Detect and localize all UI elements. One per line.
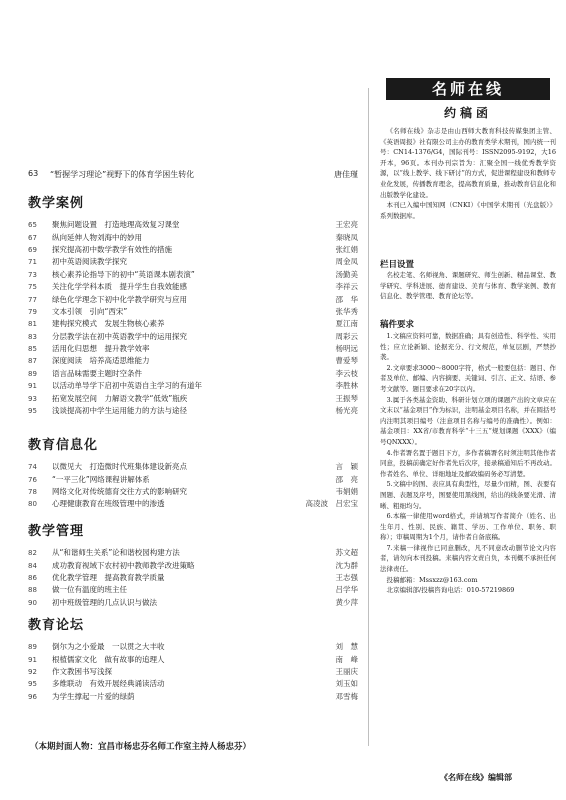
toc-entry-page: 89: [28, 643, 37, 652]
toc-entry-title: 关注化学学科本质 提升学生自我效能感: [52, 282, 187, 292]
toc-list: [28, 641, 358, 703]
section-heading: 教育论坛: [28, 618, 85, 633]
toc-entry-title: 绿色化学理念下初中化学教学研究与应用: [52, 294, 187, 304]
toc-entry-author: 刘 慧: [335, 642, 358, 652]
toc-entry[interactable]: [28, 281, 358, 293]
toc-entry[interactable]: [28, 486, 358, 498]
toc-entry-author: 沈为群: [335, 560, 358, 570]
toc-entry-author: 张红娟: [335, 244, 358, 254]
toc-entry[interactable]: [28, 293, 358, 305]
toc-entry[interactable]: [28, 572, 358, 584]
featured-article[interactable]: [28, 169, 358, 180]
requirement-item: 4.作者署名置于题目下方，多作者稿署名时须注明其他作者同意，投稿前确定好作者先后次序，接录稿通知后不再改动。作者姓名、单位、详细地址及邮政编码务必写清楚。: [380, 448, 556, 478]
toc-entry-title: 分层教学法在初中英语教学中的运用探究: [52, 331, 187, 341]
toc-entry[interactable]: [28, 678, 358, 690]
toc-entry[interactable]: [28, 653, 358, 665]
toc-entry[interactable]: [28, 584, 358, 596]
toc-entry[interactable]: [28, 547, 358, 559]
toc-entry[interactable]: [28, 244, 358, 256]
toc-entry[interactable]: [28, 343, 358, 355]
toc-entry-title: 网络文化对传统德育交往方式的影响研究: [52, 486, 187, 496]
column-divider: [368, 88, 369, 746]
toc-entry-page: 75: [28, 283, 37, 292]
toc-entry-author: 曹爱琴: [335, 356, 358, 366]
requirements-heading: 稿件要求: [380, 320, 415, 330]
featured-page: 63: [28, 169, 39, 178]
featured-author: 唐佳瑾: [334, 170, 358, 179]
toc-entry-title: 探究提高初中数学教学有效性的措施: [52, 244, 172, 254]
columns-paragraph: 名校走笔、名师视角、课题研究、师生创新、精品课堂、教学研究、学科进展、德育建设、美育与体育、教学案例、教育信息化、教学管理、教育论坛等。: [380, 271, 556, 301]
toc-entry-title: 建构探究模式 发展生物核心素养: [52, 319, 165, 329]
toc-entry[interactable]: [28, 392, 358, 404]
requirement-item: 2.文章要求3000～8000字符，格式一般要包括：题目、作者及单位、邮编、内容摘要、关键词、引言、正文、结语、参考文献等。题目要求在20字以内。: [380, 363, 556, 393]
toc-entry-author: 韦娟娟: [335, 486, 358, 496]
toc-entry-title: 作文教困书写浅探: [52, 666, 112, 676]
toc-entry-title: 倒尔为之小爱最 一以贯之大丰收: [52, 642, 165, 652]
toc-entry-author: 周金凤: [335, 257, 358, 267]
toc-entry-title: 浅谈提高初中学生运用能力的方法与途径: [52, 406, 187, 416]
toc-entry-title: 聚焦问题设置 打造地理高效复习课堂: [52, 220, 180, 230]
page-title: 约稿函: [443, 106, 492, 120]
toc-entry-page: 91: [28, 382, 37, 391]
toc-entry[interactable]: [28, 219, 358, 231]
toc-entry-page: 76: [28, 475, 37, 484]
submission-email[interactable]: 投稿邮箱：Mssxzz@163.com: [386, 575, 478, 584]
toc-entry-page: 90: [28, 598, 37, 607]
toc-entry-title: 根植儒家文化 做有故事的追理人: [52, 654, 165, 664]
toc-entry[interactable]: [28, 355, 358, 367]
toc-entry[interactable]: [28, 331, 358, 343]
toc-entry-page: 74: [28, 463, 37, 472]
columns-heading: 栏目设置: [380, 260, 415, 270]
toc-entry-author: 张华秀: [335, 306, 358, 316]
requirement-item: 6.本稿一律使用word格式，并请填写作者简介（姓名、出生年月、性别、民族、籍贯、学历、工作单位、职务、职称）；审稿周期为1个月，请作者自备底稿。: [380, 512, 556, 542]
toc-entry-title: 从“和谐师生关系”论和谐校园构建方法: [52, 548, 180, 558]
toc-entry-author: 黄少萍: [335, 597, 358, 607]
toc-entry[interactable]: [28, 380, 358, 392]
toc-entry[interactable]: [28, 691, 358, 703]
toc-entry-page: 95: [28, 680, 37, 689]
intro-text: [380, 126, 556, 221]
toc-entry-page: 80: [28, 500, 37, 509]
toc-entry-page: 86: [28, 573, 37, 582]
cover-note: （本期封面人物：宜昌市杨忠芬名师工作室主持人杨忠芬）: [30, 742, 252, 752]
toc-entry-author: 王振琴: [335, 393, 358, 403]
toc-entry-author: 夏江南: [335, 319, 358, 329]
toc-entry-author: 李祥云: [335, 282, 358, 292]
toc-entry-author: 王志强: [335, 572, 358, 582]
office-phone: 北京编辑部/投稿咨询电话：010-57219869: [386, 586, 515, 595]
requirement-item: 1.文稿应资料可靠，数据准确；具有创造性、科学性、实用性；应立论新颖、论据充分、行文规范，单复层剧，严禁抄袭。: [380, 332, 556, 362]
toc-entry[interactable]: [28, 461, 358, 473]
toc-entry-title: 做一位有温度的班主任: [52, 585, 127, 595]
toc-entry-page: 85: [28, 345, 37, 354]
requirements-list: [380, 331, 556, 596]
toc-entry-page: 93: [28, 394, 37, 403]
toc-entry-page: 71: [28, 258, 37, 267]
toc-entry[interactable]: [28, 405, 358, 417]
toc-entry-page: 95: [28, 407, 37, 416]
toc-entry-page: 88: [28, 586, 37, 595]
toc-entry-title: 成功教育视域下农村初中教师教学改进策略: [52, 560, 195, 570]
toc-entry-page: 82: [28, 549, 37, 558]
section-heading: 教学案例: [28, 196, 85, 211]
toc-entry-title: 纵向延伸人物刘海中的妙用: [52, 232, 142, 242]
toc-entry-author: 王丽庆: [335, 666, 358, 676]
toc-entry-page: 79: [28, 307, 37, 316]
toc-entry-title: 拓宽发展空间 力解语文教学“低效”瓶疾: [52, 393, 188, 403]
toc-entry-page: 73: [28, 270, 37, 279]
toc-entry[interactable]: [28, 368, 358, 380]
toc-list: [28, 219, 358, 417]
toc-entry-author: 邵 亮: [335, 474, 358, 484]
section-teaching-cases: [28, 192, 358, 417]
toc-entry-author: 周彩云: [335, 331, 358, 341]
toc-entry-page: 77: [28, 295, 37, 304]
magazine-logo: 名师在线: [386, 78, 550, 100]
toc-entry-title: 优化教学管理 提高教育教学质量: [52, 572, 165, 582]
toc-entry-page: 89: [28, 369, 37, 378]
toc-entry-page: 87: [28, 357, 37, 366]
toc-entry[interactable]: [28, 641, 358, 653]
toc-entry[interactable]: [28, 666, 358, 678]
toc-entry-author: 秦晓凤: [335, 232, 358, 242]
toc-entry-page: 69: [28, 245, 37, 254]
toc-entry[interactable]: [28, 256, 358, 268]
toc-entry-page: 83: [28, 332, 37, 341]
toc-entry-title: 以活动单导学下启初中英语自主学习的有道年: [52, 381, 202, 391]
toc-entry-author: 苏文超: [335, 548, 358, 558]
section-informatization: [28, 434, 358, 511]
toc-entry-author: 汤勤美: [335, 269, 358, 279]
toc-entry-title: 语言品味需要主题时空条件: [52, 368, 142, 378]
toc-entry[interactable]: [28, 597, 358, 609]
toc-list: [28, 547, 358, 609]
toc-entry-title: 初中英语阅读教学探究: [52, 257, 127, 267]
toc-entry-author: 言 颖: [335, 462, 358, 472]
toc-entry-title: 为学生撑起一片爱的绿荫: [52, 691, 135, 701]
toc-entry-author: 邵 华: [335, 294, 358, 304]
toc-list: [28, 461, 358, 511]
toc-entry-title: 核心素养论指导下的初中“英语课本剧表演”: [52, 269, 195, 279]
toc-entry-title: 深度阅读 培养高适思维能力: [52, 356, 150, 366]
toc-entry-title: 初中班级管理的几点认识与做法: [52, 597, 157, 607]
toc-entry-page: 96: [28, 692, 37, 701]
intro-paragraph-2: 本刊已入编中国知网（CNKI）《中国学术期刊（光盘版）》系列数据库。: [380, 201, 556, 220]
toc-entry-page: 65: [28, 221, 37, 230]
section-management: [28, 520, 358, 609]
intro-paragraph: 《名师在线》杂志是由山西师大教育科技传媒集团主管、《英语周报》社有限公司主办的教育类学术期刊，国内统一刊号：CN14-1376/G4，国际刊号：ISSN2095-9192，大16开本，96页。本刊办刊宗旨为：汇聚全国一线优秀教学资源，以“线上教学、线下研讨”的方式，促进课程建设和教师专业化发展，传播教育理念，提高教育质量，推动教育信息化和出版教学化建设。: [380, 127, 556, 199]
toc-entry-author: 南 峰: [335, 654, 358, 664]
toc-entry-author: 李胜林: [335, 381, 358, 391]
section-heading: 教学管理: [28, 524, 85, 539]
toc-entry-title: 多维联动 有效开展经典诵读活动: [52, 679, 165, 689]
toc-entry-author: 杨明远: [335, 344, 358, 354]
toc-entry[interactable]: [28, 306, 358, 318]
toc-entry-page: 81: [28, 320, 37, 329]
toc-entry-author: 刘玉如: [335, 679, 358, 689]
toc-entry-author: 杨光亮: [335, 406, 358, 416]
toc-entry[interactable]: [28, 498, 358, 510]
toc-entry-title: 以微见大 打造微时代班集体建设新亮点: [52, 462, 187, 472]
toc-entry-author: 李云枝: [335, 368, 358, 378]
toc-entry[interactable]: [28, 559, 358, 571]
section-forum: [28, 614, 358, 703]
toc-entry[interactable]: [28, 473, 358, 485]
toc-entry-author: 邓雪梅: [335, 691, 358, 701]
toc-entry-page: 92: [28, 667, 37, 676]
featured-title: “暂握学习理论”视野下的体育学困生转化: [50, 170, 195, 179]
toc-entry-page: 84: [28, 561, 37, 570]
requirement-item: 5.文稿中的图、表应具有典型性，尽量少而精，图、表要有图题、表题及序号，图要使用黑线图，给出的线条要光滑、清晰、粗细均匀。: [380, 480, 556, 510]
toc-entry-title: 活用化归思想 提升教学效率: [52, 344, 150, 354]
toc-entry-title: “一平三化”网络课程讲解体系: [52, 474, 150, 484]
toc-entry-title: 文本引领 引向“西宋”: [52, 306, 128, 316]
toc-entry[interactable]: [28, 318, 358, 330]
requirement-item: 7.来稿一律视作已同意删改，凡不同意改动删节论文内容者，请勿向本刊投稿。来稿内容文责自负，本刊概不承担任何法律责任。: [380, 543, 556, 574]
toc-entry-author: 高凌波 吕宏宝: [305, 499, 358, 509]
toc-entry-page: 78: [28, 487, 37, 496]
toc-entry-author: 王宏亮: [335, 220, 358, 230]
editorial-signature: 《名师在线》编辑部: [440, 773, 512, 782]
section-heading: 教育信息化: [28, 438, 99, 453]
toc-entry-title: 心理健康教育在班级管理中的渗透: [52, 499, 165, 509]
toc-entry-page: 67: [28, 233, 37, 242]
toc-entry-author: 吕学华: [335, 585, 358, 595]
toc-entry-page: 91: [28, 655, 37, 664]
toc-entry[interactable]: [28, 231, 358, 243]
toc-entry[interactable]: [28, 269, 358, 281]
requirement-item: 3.属于各类基金资助、科研计划立项的课题产出的文章应在文末以“基金项目”作为标识，注明基金项目名称，并在圆括号内注明其项目编号（注意项目名称与编号的准确性）。例如：基金项目：XX省/市教育科学“十三五”规划课题《XXX》（编号QNXXX）。: [380, 395, 556, 446]
columns-text: [380, 270, 556, 302]
